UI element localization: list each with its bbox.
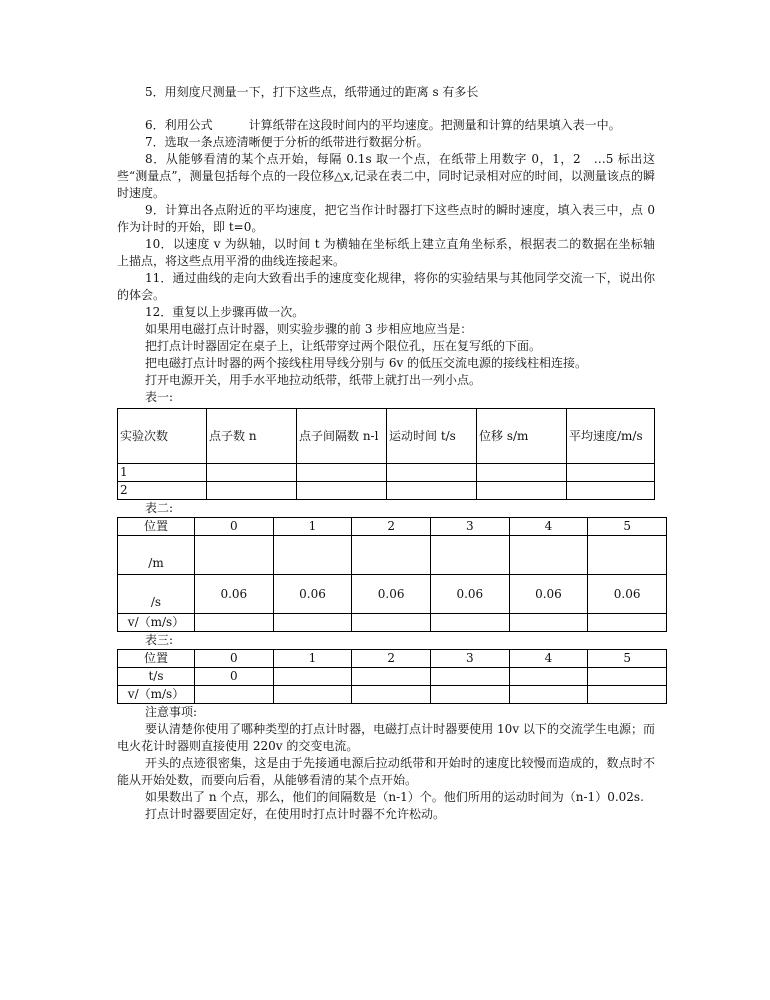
table-cell [195, 536, 274, 575]
table1-label: 表一: [145, 390, 174, 404]
table-1 [117, 408, 655, 500]
table-cell [387, 464, 477, 482]
row-header-cell: /m [118, 536, 195, 575]
table-cell [567, 464, 655, 482]
position-cell: 3 [430, 518, 509, 536]
table-cell [588, 536, 667, 575]
step-10: 10．以速度 v 为纵轴，以时间 t 为横轴在坐标纸上建立直角坐标系，根据表二的数据在坐标轴上描点，将这些点用平滑的曲线连接起来。 [117, 237, 655, 268]
position-cell: 4 [509, 650, 588, 668]
table-cell [387, 482, 477, 500]
table-cell [509, 536, 588, 575]
table-row [118, 482, 655, 500]
step-12: 12．重复以上步骤再做一次。 [145, 305, 305, 319]
table-2 [117, 517, 667, 632]
step-7: 7．选取一条点迹清晰便于分析的纸带进行数据分析。 [145, 135, 429, 149]
table-cell [273, 614, 352, 632]
note-2: 开头的点迹很密集，这是由于先接通电源后拉动纸带和开始时的速度比较慢而造成的，数点时不能从开始处数，而要向后看，从能够看清的某个点开始。 [117, 756, 655, 787]
table-cell [477, 482, 567, 500]
position-cell: 1 [273, 650, 352, 668]
header-cell: 位移 s/m [477, 409, 567, 464]
note-4: 打点计时器要固定好，在使用时打点计时器不允许松动。 [145, 807, 446, 821]
table-cell [352, 686, 431, 704]
table-cell [352, 614, 431, 632]
step-5: 5．用刻度尺测量一下，打下这些点，纸带通过的距离 s 有多长 [145, 85, 479, 99]
table3-label: 表三: [145, 633, 174, 647]
table-cell [477, 464, 567, 482]
step-9: 9．计算出各点附近的平均速度，把它当作计时器打下这些点时的瞬时速度，填入表三中，点 0 作为计时的开始，即 t=0。 [117, 203, 655, 234]
note-1: 要认清楚你使用了哪种类型的打点计时器，电磁打点计时器要使用 10v 以下的交流学生电源；而电火花计时器则直接使用 220v 的交变电流。 [117, 722, 655, 753]
header-cell: 点子数 n [207, 409, 297, 464]
step-6-rest: 计算纸带在这段时间内的平均速度。把测量和计算的结果填入表一中。 [248, 118, 621, 132]
table-header-row [118, 409, 655, 464]
value-cell: 0 [195, 668, 274, 686]
table-cell [509, 668, 588, 686]
table-row [118, 518, 667, 536]
row-header-cell: 位置 [118, 650, 195, 668]
value-cell: 0.06 [195, 575, 274, 614]
row-header-cell: /s [118, 575, 195, 614]
position-cell: 1 [273, 518, 352, 536]
position-cell: 2 [352, 650, 431, 668]
position-cell: 5 [588, 650, 667, 668]
step-6 [117, 117, 655, 134]
table-cell [297, 464, 387, 482]
table-3 [117, 649, 667, 704]
table-cell [588, 668, 667, 686]
value-cell: 0.06 [509, 575, 588, 614]
trial-number-cell: 2 [118, 482, 207, 500]
table2-label: 表二: [145, 501, 174, 515]
em-step-1: 把打点计时器固定在桌子上，让纸带穿过两个限位孔，压在复写纸的下面。 [145, 339, 542, 353]
row-header-cell: t/s [118, 668, 195, 686]
header-cell: 实验次数 [118, 409, 207, 464]
document-page [117, 84, 655, 823]
em-step-3: 打开电源开关，用手水平地拉动纸带，纸带上就打出一列小点。 [145, 373, 482, 387]
table-row [118, 614, 667, 632]
position-cell: 4 [509, 518, 588, 536]
header-cell: 点子间隔数 n-l [297, 409, 387, 464]
header-cell: 平均速度/m/s [567, 409, 655, 464]
position-cell: 0 [195, 650, 274, 668]
table-cell [430, 668, 509, 686]
position-cell: 2 [352, 518, 431, 536]
trial-number-cell: 1 [118, 464, 207, 482]
table-cell [352, 536, 431, 575]
table-row [118, 575, 667, 614]
row-header-cell: v/（m/s） [118, 614, 195, 632]
header-cell: 运动时间 t/s [387, 409, 477, 464]
table-cell [509, 686, 588, 704]
table-cell [195, 686, 274, 704]
step-11: 11．通过曲线的走向大致看出手的速度变化规律，将你的实验结果与其他同学交流一下，说出你的体会。 [117, 271, 655, 302]
position-cell: 3 [430, 650, 509, 668]
table-cell [273, 536, 352, 575]
step-6-lead: 6．利用公式 [145, 118, 213, 132]
row-header-cell: v/（m/s） [118, 686, 195, 704]
table-cell [588, 686, 667, 704]
table-cell [509, 614, 588, 632]
table-cell [430, 686, 509, 704]
value-cell: 0.06 [352, 575, 431, 614]
notes-title: 注意事项: [145, 705, 198, 719]
table-row [118, 686, 667, 704]
table-cell [273, 668, 352, 686]
value-cell: 0.06 [588, 575, 667, 614]
value-cell: 0.06 [430, 575, 509, 614]
table-cell [352, 668, 431, 686]
table-row [118, 668, 667, 686]
table-row [118, 464, 655, 482]
value-cell: 0.06 [273, 575, 352, 614]
position-cell: 0 [195, 518, 274, 536]
position-cell: 5 [588, 518, 667, 536]
row-header-cell: 位置 [118, 518, 195, 536]
em-step-2: 把电磁打点计时器的两个接线柱用导线分别与 6v 的低压交流电源的接线柱相连接。 [145, 356, 588, 370]
table-cell [207, 482, 297, 500]
table-row [118, 536, 667, 575]
table-cell [273, 686, 352, 704]
note-3: 如果数出了 n 个点，那么，他们的间隔数是（n-1）个。他们所用的运动时间为（n-1）0.02s. [145, 790, 644, 804]
em-intro: 如果用电磁打点计时器，则实验步骤的前 3 步相应地应当是： [145, 322, 473, 336]
table-cell [567, 482, 655, 500]
table-cell [297, 482, 387, 500]
table-cell [207, 464, 297, 482]
step-8: 8．从能够看清的某个点开始，每隔 0.1s 取一个点，在纸带上用数字 0，1，2 …5 标出这些“测量点”，测量包括每个点的一段位移△x,记录在表二中，同时记录相对应的时间，以测量该点的瞬时速度。 [117, 152, 655, 200]
table-cell [195, 614, 274, 632]
table-row [118, 650, 667, 668]
table-cell [430, 536, 509, 575]
table-cell [430, 614, 509, 632]
table-cell [588, 614, 667, 632]
